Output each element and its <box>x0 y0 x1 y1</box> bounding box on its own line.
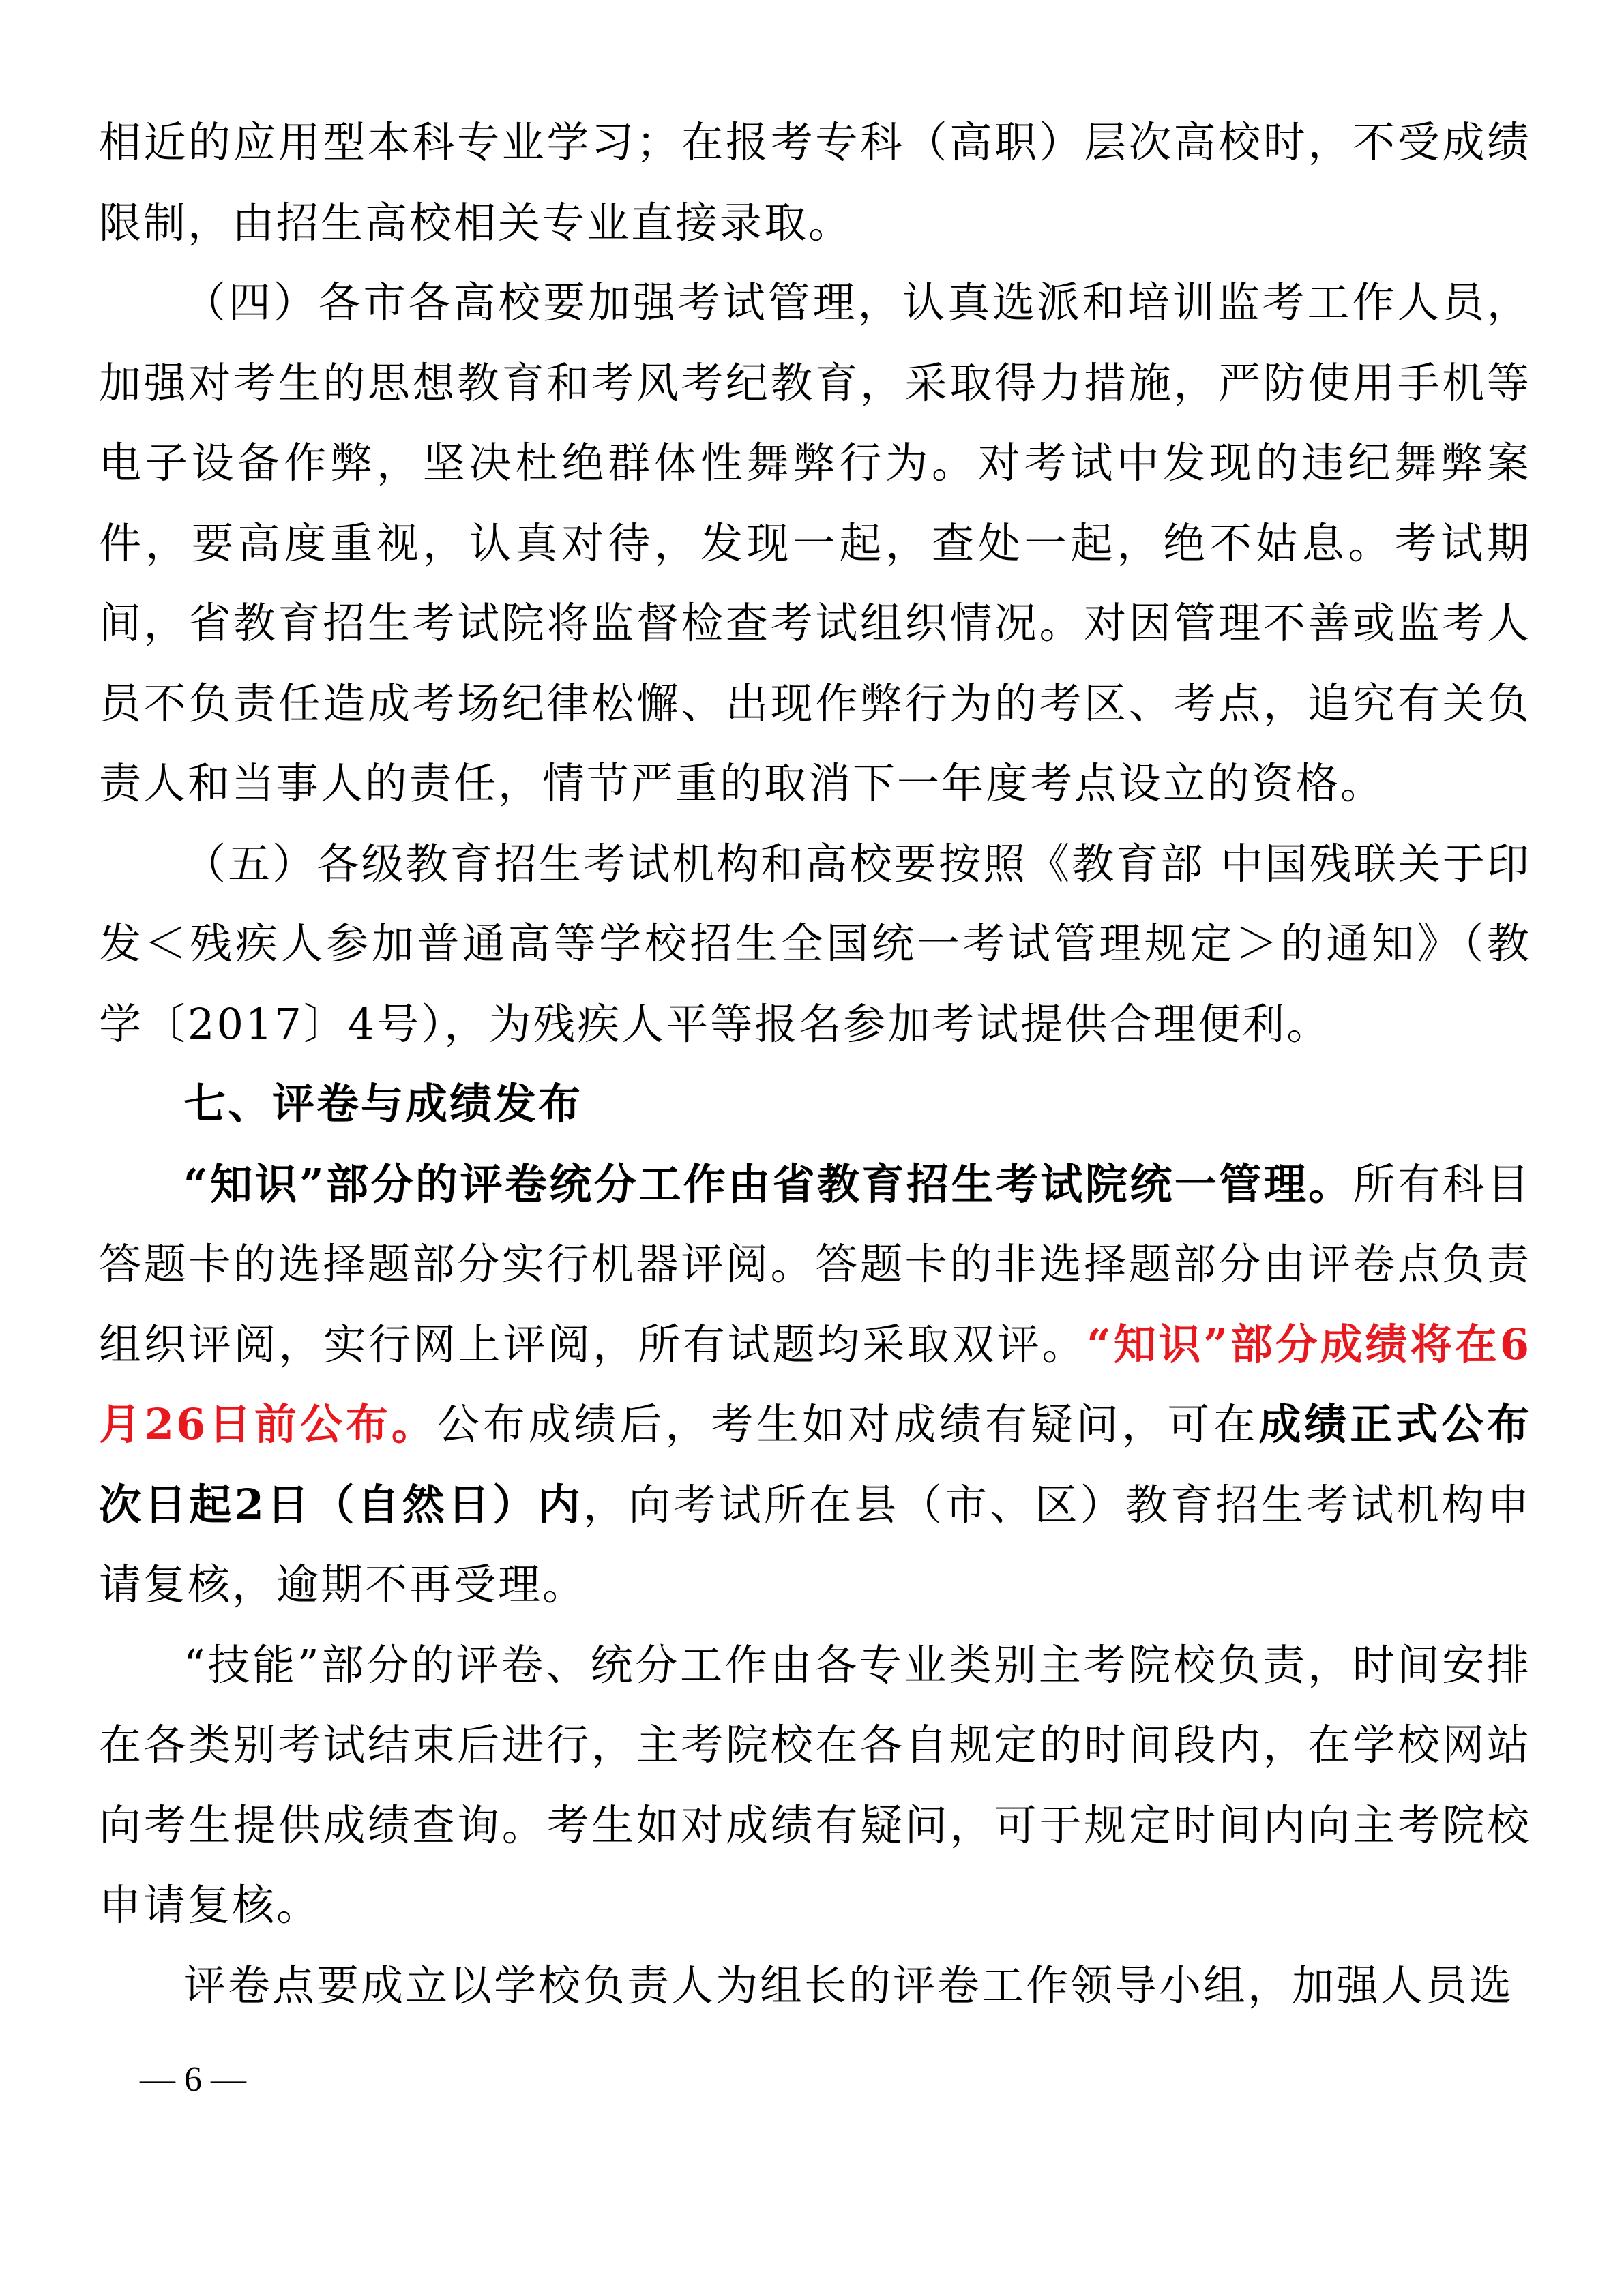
paragraph-item-5: （五）各级教育招生考试机构和高校要按照《教育部 中国残联关于印发＜残疾人参加普通高等学校招生全国统一考试管理规定＞的通知》（教学〔2017〕4号），为残疾人平等报名参加考试提供合理便利。 <box>99 838 1531 1049</box>
body-text: 所有科目答题卡的选择题部分实行机器评阅。答题卡的非选择题部分由评卷点负责组织评阅，实行网上评阅，所有试题均采取双评。 <box>99 1159 1531 1369</box>
bold-text-management: “知识”部分的评卷统分工作由省教育招生考试院统一管理。 <box>183 1159 1353 1209</box>
paragraph-item-4: （四）各市各高校要加强考试管理，认真选派和培训监考工作人员，加强对考生的思想教育和考风考纪教育，采取得力措施，严防使用手机等电子设备作弊，坚决杜绝群体性舞弊行为。对考试中发现的违纪舞弊案件，要高度重视，认真对待，发现一起，查处一起，绝不姑息。考试期间，省教育招生考试院将监督检查考试组织情况。对因管理不善或监考人员不负责任造成考场纪律松懈、出现作弊行为的考区、考点，追究有关负责人和当事人的责任，情节严重的取消下一年度考点设立的资格。 <box>99 278 1531 808</box>
paragraph-continuation: 相近的应用型本科专业学习；在报考专科（高职）层次高校时，不受成绩限制，由招生高校相关专业直接录取。 <box>99 117 1531 248</box>
body-text: ，向考试所在县（市、区）教育招生考试机构申请复核，逾期不再受理。 <box>99 1479 1531 1609</box>
paragraph-skills-scoring: “技能”部分的评卷、统分工作由各专业类别主考院校负责，时间安排在各类别考试结束后进行，主考院校在各自规定的时间段内，在学校网站向考生提供成绩查询。考生如对成绩有疑问，可于规定时间内向主考院校申请复核。 <box>99 1639 1531 1930</box>
bold-text-review-deadline: 成绩正式公布次日起2日（自然日）内 <box>99 1399 1531 1530</box>
page-number: — 6 — <box>140 2060 246 2099</box>
body-text: 公布成绩后，考生如对成绩有疑问，可在 <box>437 1399 1259 1449</box>
document-page <box>99 102 1531 2025</box>
red-highlight-release-date: “知识”部分成绩将在6月26日前公布。 <box>99 1319 1531 1449</box>
paragraph-scoring-team: 评卷点要成立以学校负责人为组长的评卷工作领导小组，加强人员选 <box>183 1960 1514 2010</box>
section-heading-7: 七、评卷与成绩发布 <box>183 1079 583 1129</box>
paragraph-knowledge-scoring <box>99 1144 1531 1625</box>
